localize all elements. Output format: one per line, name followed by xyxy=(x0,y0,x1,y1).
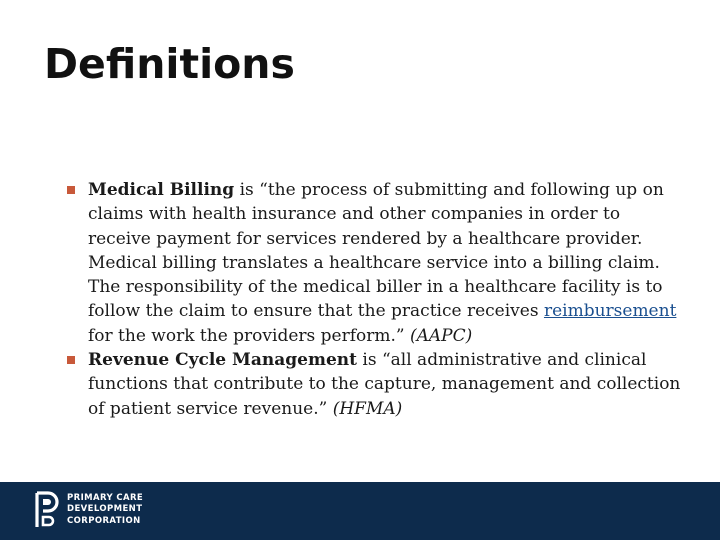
definition-text: is “all administrative and clinical functions that contribute to the capture, management and collection of patient service revenue.” xyxy=(88,350,681,419)
footer-bar xyxy=(0,482,720,540)
definition-text-end: for the work the providers perform.” xyxy=(88,325,410,346)
term-medical-billing: Medical Billing xyxy=(88,180,235,200)
slide-title: Definitions xyxy=(44,40,295,88)
pcdc-logo-icon xyxy=(34,490,60,530)
definition-medical-billing xyxy=(88,178,688,348)
definitions-list xyxy=(88,178,688,421)
citation-hfma: (HFMA) xyxy=(332,398,403,419)
pcdc-logo xyxy=(34,490,143,530)
citation-aapc: (AAPC) xyxy=(410,325,473,346)
pcdc-logo-text xyxy=(67,493,143,528)
term-revenue-cycle-management: Revenue Cycle Management xyxy=(88,350,357,371)
definition-text: is “the process of submitting and following up on claims with health insurance and other companies in order to receive payment for services rendered by a healthcare provider. Medical billing translates a healthcare service into a billing claim. The responsibility of the medical biller in a healthcare facility is to follow the claim to ensure that the practice receives xyxy=(88,180,664,322)
logo-line: DEVELOPMENT xyxy=(67,504,143,515)
bullet-square-icon xyxy=(67,186,75,194)
logo-line: PRIMARY CARE xyxy=(67,492,144,503)
logo-line: CORPORATION xyxy=(67,515,141,526)
bullet-square-icon xyxy=(67,356,75,364)
reimbursement-link[interactable]: reimbursement xyxy=(543,301,677,322)
definition-revenue-cycle-management xyxy=(88,348,688,421)
